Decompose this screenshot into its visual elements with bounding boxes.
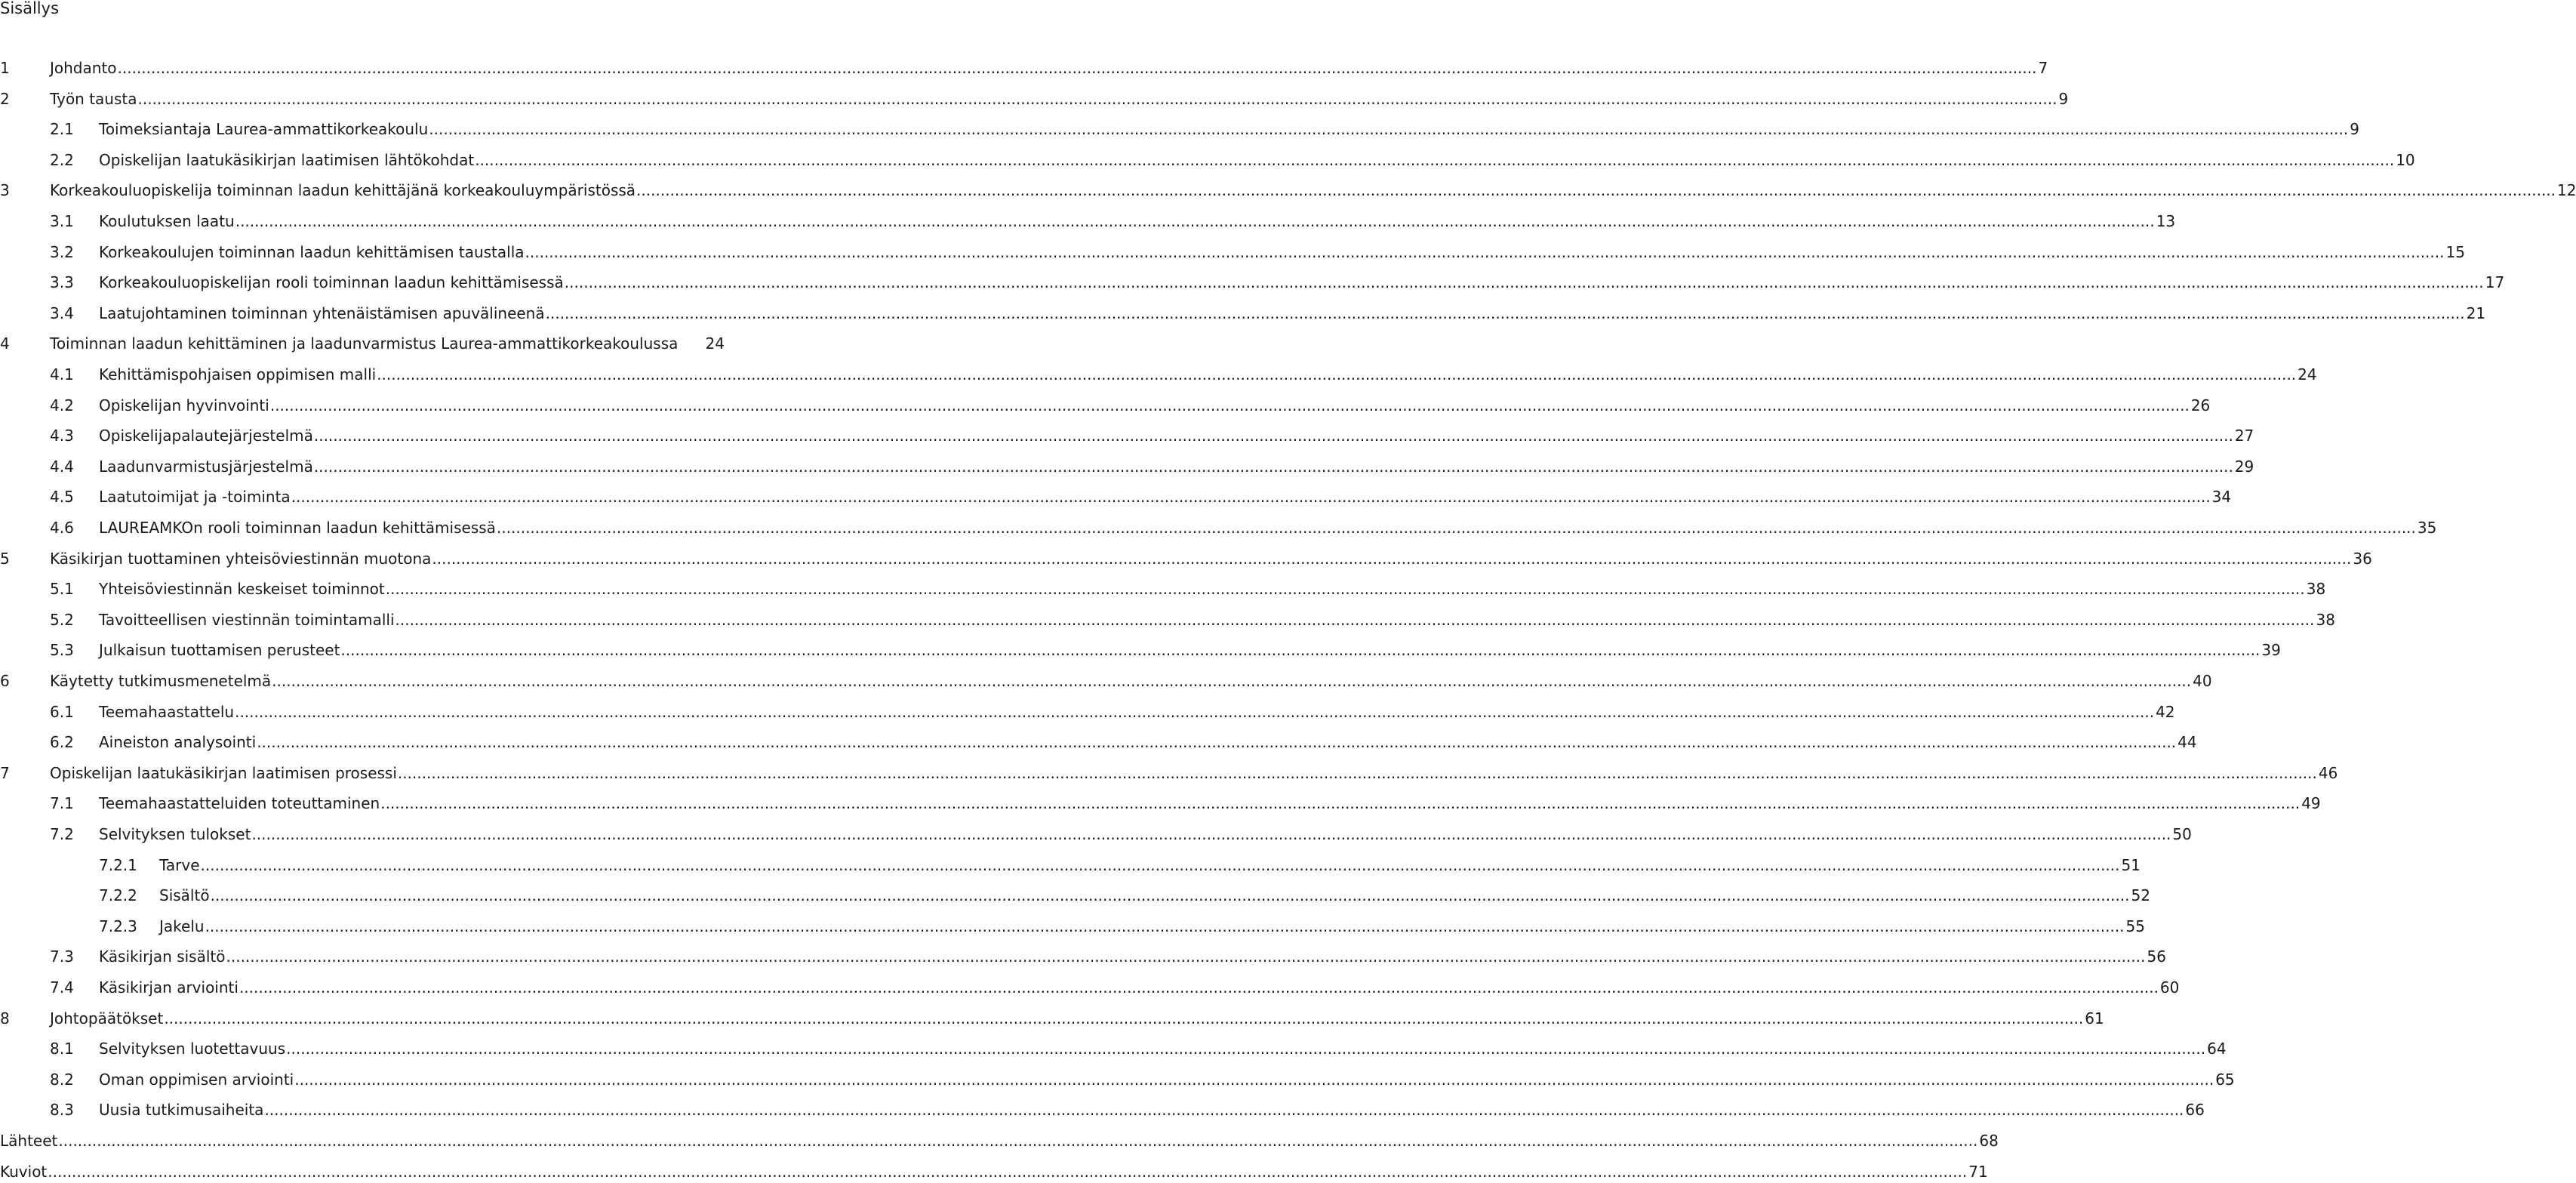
toc-entry-number: 6 xyxy=(0,672,10,690)
toc-entry-number: 7.2 xyxy=(50,825,74,843)
toc-entry-page: 29 xyxy=(2234,457,2254,476)
toc-entry-number: 7.2.1 xyxy=(99,856,137,874)
toc-entry[interactable] xyxy=(0,731,2197,753)
toc-entry-number: 8 xyxy=(0,1009,10,1027)
toc-entry-page: 64 xyxy=(2207,1040,2227,1058)
toc-entry-page: 36 xyxy=(2353,550,2372,568)
dot-leader: ................................................................................................................................................................................................................................................................................................................................................................................................................ xyxy=(48,1163,1968,1181)
dot-leader: ................................................................................................................................................................................................................................................................................................................................................................................................................ xyxy=(475,151,2395,169)
toc-entry[interactable] xyxy=(0,701,2175,723)
dot-leader xyxy=(678,332,703,355)
toc-entry-page: 60 xyxy=(2159,978,2180,997)
toc-entry-number: 7.1 xyxy=(50,794,74,812)
toc-entry[interactable] xyxy=(0,118,2359,140)
toc-entry-title: Aineiston analysointi xyxy=(99,733,257,751)
toc-entry-page: 46 xyxy=(2318,764,2338,782)
toc-entry[interactable] xyxy=(0,1007,2104,1030)
dot-leader: ................................................................................................................................................................................................................................................................................................................................................................................................................ xyxy=(380,794,2301,812)
toc-entry[interactable] xyxy=(0,670,2212,692)
toc-entry-number: 3 xyxy=(0,181,10,199)
toc-entry-number: 8.3 xyxy=(50,1101,74,1119)
toc-entry[interactable] xyxy=(0,88,2069,110)
toc-entry-number: 5 xyxy=(0,550,10,568)
toc-entry-page: 56 xyxy=(2147,947,2166,966)
toc-entry-title: Opiskelijapalautejärjestelmä xyxy=(99,427,313,445)
toc-entry[interactable] xyxy=(0,823,2192,846)
toc-entry-page: 61 xyxy=(2085,1009,2104,1027)
toc-entry[interactable] xyxy=(0,424,2254,447)
dot-leader: ................................................................................................................................................................................................................................................................................................................................................................................................................ xyxy=(269,396,2190,414)
toc-entry-title: Käsikirjan tuottaminen yhteisöviestinnän muotona xyxy=(50,550,432,568)
toc-entry-title: Johdanto xyxy=(50,59,117,77)
toc-entry-title: Toiminnan laadun kehittäminen ja laadunvarmistus Laurea-ammattikorkeakoulussa xyxy=(50,334,679,353)
toc-entry-title: Laatutoimijat ja -toiminta xyxy=(99,488,291,506)
toc-entry-page: 7 xyxy=(2038,59,2048,77)
dot-leader: ................................................................................................................................................................................................................................................................................................................................................................................................................ xyxy=(205,917,2125,935)
toc-entry-page: 27 xyxy=(2234,427,2254,445)
toc-entry-number: 2.2 xyxy=(50,151,74,169)
toc-entry-page: 39 xyxy=(2261,641,2281,659)
toc-entry-page: 66 xyxy=(2185,1101,2205,1119)
toc-entry-page: 44 xyxy=(2177,733,2197,751)
dot-leader: ................................................................................................................................................................................................................................................................................................................................................................................................................ xyxy=(395,611,2315,629)
toc-entry-title: Laatujohtaminen toiminnan yhtenäistämisen apuvälineenä xyxy=(99,304,545,322)
toc-entry-page: 9 xyxy=(2350,120,2359,138)
toc-entry-number: 2 xyxy=(0,90,10,108)
toc-entry-number: 4.1 xyxy=(50,365,74,384)
toc-entry-page: 50 xyxy=(2172,825,2192,843)
dot-leader: ................................................................................................................................................................................................................................................................................................................................................................................................................ xyxy=(239,978,2159,997)
toc-entry[interactable] xyxy=(0,516,2437,539)
toc-entry-page: 40 xyxy=(2193,672,2212,690)
dot-leader: ................................................................................................................................................................................................................................................................................................................................................................................................................ xyxy=(564,273,2484,291)
toc-entry-page: 24 xyxy=(2297,365,2317,384)
toc-entry-number: 3.2 xyxy=(50,243,74,261)
toc-entry[interactable] xyxy=(0,1160,1988,1183)
dot-leader: ................................................................................................................................................................................................................................................................................................................................................................................................................ xyxy=(385,580,2305,598)
toc-entry-title: Tarve xyxy=(159,856,200,874)
toc-entry-number: 4.3 xyxy=(50,427,74,445)
toc-entry-page: 49 xyxy=(2301,794,2321,812)
toc-entry-title: Teemahaastattelu xyxy=(99,703,235,721)
toc-entry-title: Kehittämispohjaisen oppimisen malli xyxy=(99,365,377,384)
toc-entry-title: Opiskelijan laatukäsikirjan laatimisen prosessi xyxy=(50,764,397,782)
toc-entry[interactable] xyxy=(0,547,2372,570)
toc-entry[interactable] xyxy=(0,945,2166,968)
toc-entry[interactable] xyxy=(0,1037,2227,1060)
dot-leader: ................................................................................................................................................................................................................................................................................................................................................................................................................ xyxy=(117,59,2037,77)
toc-entry-title: Lähteet xyxy=(0,1132,58,1150)
toc-entry[interactable] xyxy=(0,241,2465,263)
toc-entry-number: 4.6 xyxy=(50,519,74,537)
dot-leader: ................................................................................................................................................................................................................................................................................................................................................................................................................ xyxy=(432,550,2352,568)
toc-entry-title: Tavoitteellisen viestinnän toimintamalli xyxy=(99,611,395,629)
toc-entry-number: 8.1 xyxy=(50,1040,74,1058)
toc-entry-number: 4 xyxy=(0,334,10,353)
dot-leader: ................................................................................................................................................................................................................................................................................................................................................................................................................ xyxy=(200,856,2120,874)
toc-entry-title: Korkeakouluopiskelija toiminnan laadun kehittäjänä korkeakouluympäristössä xyxy=(50,181,636,199)
toc-entry-title: Uusia tutkimusaiheita xyxy=(99,1101,264,1119)
toc-entry-title: Jakelu xyxy=(159,917,205,935)
dot-leader: ................................................................................................................................................................................................................................................................................................................................................................................................................ xyxy=(286,1040,2206,1058)
dot-leader: ................................................................................................................................................................................................................................................................................................................................................................................................................ xyxy=(313,457,2233,476)
dot-leader: ................................................................................................................................................................................................................................................................................................................................................................................................................ xyxy=(525,243,2445,261)
dot-leader: ................................................................................................................................................................................................................................................................................................................................................................................................................ xyxy=(164,1009,2084,1027)
toc-entry[interactable] xyxy=(0,485,2232,508)
toc-entry[interactable] xyxy=(0,149,2415,171)
toc-entry-title: Koulutuksen laatu xyxy=(99,212,235,230)
dot-leader: ................................................................................................................................................................................................................................................................................................................................................................................................................ xyxy=(313,427,2233,445)
toc-entry-title: LAUREAMKOn rooli toiminnan laadun kehittämisessä xyxy=(99,519,496,537)
toc-entry-title: Käsikirjan sisältö xyxy=(99,947,226,966)
toc-entry-page: 52 xyxy=(2131,886,2150,904)
toc-entry-title: Selvityksen luotettavuus xyxy=(99,1040,286,1058)
toc-entry[interactable] xyxy=(0,915,2145,938)
dot-leader: ................................................................................................................................................................................................................................................................................................................................................................................................................ xyxy=(257,733,2177,751)
dot-leader: ................................................................................................................................................................................................................................................................................................................................................................................................................ xyxy=(137,90,2057,108)
toc-entry[interactable] xyxy=(0,455,2254,478)
toc-entry-page: 21 xyxy=(2466,304,2486,322)
toc-entry[interactable] xyxy=(0,762,2338,784)
toc-entry[interactable] xyxy=(0,854,2141,876)
toc-entry-number: 4.5 xyxy=(50,488,74,506)
toc-entry-number: 6.2 xyxy=(50,733,74,751)
dot-leader: ................................................................................................................................................................................................................................................................................................................................................................................................................ xyxy=(496,519,2416,537)
toc-entry-number: 7.3 xyxy=(50,947,74,966)
toc-entry[interactable] xyxy=(0,394,2211,417)
toc-heading: Sisällys xyxy=(0,0,60,17)
toc-entry-page: 17 xyxy=(2485,273,2505,291)
toc-entry-number: 3.4 xyxy=(50,304,74,322)
toc-entry[interactable] xyxy=(0,179,2576,202)
dot-leader: ................................................................................................................................................................................................................................................................................................................................................................................................................ xyxy=(210,886,2130,904)
toc-entry[interactable] xyxy=(0,332,725,355)
toc-entry-number: 4.4 xyxy=(50,457,74,476)
toc-entry-page: 35 xyxy=(2417,519,2437,537)
toc-entry-number: 3.1 xyxy=(50,212,74,230)
toc-entry-number: 5.1 xyxy=(50,580,74,598)
toc-entry[interactable] xyxy=(0,976,2180,999)
toc-entry-page: 55 xyxy=(2125,917,2145,935)
toc-entry-number: 2.1 xyxy=(50,120,74,138)
dot-leader: ................................................................................................................................................................................................................................................................................................................................................................................................................ xyxy=(235,212,2155,230)
dot-leader: ................................................................................................................................................................................................................................................................................................................................................................................................................ xyxy=(251,825,2171,843)
toc-entry-page: 24 xyxy=(705,334,725,353)
dot-leader: ................................................................................................................................................................................................................................................................................................................................................................................................................ xyxy=(58,1132,1978,1150)
toc-entry-number: 5.3 xyxy=(50,641,74,659)
toc-entry[interactable] xyxy=(0,578,2326,600)
toc-entry-number: 6.1 xyxy=(50,703,74,721)
toc-entry-page: 51 xyxy=(2121,856,2141,874)
toc-entry-number: 8.2 xyxy=(50,1071,74,1089)
toc-entry-number: 7.4 xyxy=(50,978,74,997)
toc-entry-title: Käytetty tutkimusmenetelmä xyxy=(50,672,272,690)
dot-leader: ................................................................................................................................................................................................................................................................................................................................................................................................................ xyxy=(397,764,2317,782)
toc-entry-page: 42 xyxy=(2156,703,2175,721)
toc-entry-title: Kuviot xyxy=(0,1163,48,1181)
dot-leader: ................................................................................................................................................................................................................................................................................................................................................................................................................ xyxy=(264,1101,2184,1119)
toc-entry[interactable] xyxy=(0,363,2317,386)
toc-entry-title: Korkeakouluopiskelijan rooli toiminnan laadun kehittämisessä xyxy=(99,273,564,291)
toc-entry[interactable] xyxy=(0,57,2048,79)
dot-leader: ................................................................................................................................................................................................................................................................................................................................................................................................................ xyxy=(377,365,2297,384)
dot-leader: ................................................................................................................................................................................................................................................................................................................................................................................................................ xyxy=(291,488,2211,506)
toc-entry[interactable] xyxy=(0,1098,2205,1121)
toc-entry-page: 38 xyxy=(2306,580,2326,598)
toc-entry-page: 68 xyxy=(1979,1132,1999,1150)
toc-entry-page: 12 xyxy=(2557,181,2576,199)
toc-entry-title: Johtopäätökset xyxy=(50,1009,164,1027)
toc-entry[interactable] xyxy=(0,608,2335,631)
toc-entry[interactable] xyxy=(0,302,2486,325)
dot-leader: ................................................................................................................................................................................................................................................................................................................................................................................................................ xyxy=(226,947,2146,966)
toc-entry-title: Laadunvarmistusjärjestelmä xyxy=(99,457,313,476)
dot-leader: ................................................................................................................................................................................................................................................................................................................................................................................................................ xyxy=(272,672,2192,690)
toc-entry-page: 10 xyxy=(2396,151,2415,169)
toc-entry-title: Työn tausta xyxy=(50,90,137,108)
toc-entry-number: 3.3 xyxy=(50,273,74,291)
toc-entry[interactable] xyxy=(0,639,2281,661)
toc-entry-page: 26 xyxy=(2190,396,2211,414)
toc-entry[interactable] xyxy=(0,271,2505,294)
toc-entry-page: 15 xyxy=(2445,243,2465,261)
dot-leader: ................................................................................................................................................................................................................................................................................................................................................................................................................ xyxy=(235,703,2155,721)
toc-entry[interactable] xyxy=(0,1129,1999,1152)
toc-entry-page: 38 xyxy=(2316,611,2335,629)
toc-entry[interactable] xyxy=(0,792,2321,815)
toc-entry-title: Korkeakoulujen toiminnan laadun kehittämisen taustalla xyxy=(99,243,525,261)
toc-entry-title: Julkaisun tuottamisen perusteet xyxy=(99,641,340,659)
dot-leader: ................................................................................................................................................................................................................................................................................................................................................................................................................ xyxy=(340,641,2261,659)
toc-entry-title: Selvityksen tulokset xyxy=(99,825,251,843)
toc-entry-page: 34 xyxy=(2211,488,2232,506)
toc-entry-number: 5.2 xyxy=(50,611,74,629)
toc-entry-number: 7.2.2 xyxy=(99,886,137,904)
toc-entry[interactable] xyxy=(0,210,2176,233)
toc-entry-title: Yhteisöviestinnän keskeiset toiminnot xyxy=(99,580,385,598)
toc-entry[interactable] xyxy=(0,884,2150,907)
toc-entry-page: 65 xyxy=(2215,1071,2235,1089)
toc-entry-number: 1 xyxy=(0,59,10,77)
dot-leader: ................................................................................................................................................................................................................................................................................................................................................................................................................ xyxy=(429,120,2349,138)
dot-leader: ................................................................................................................................................................................................................................................................................................................................................................................................................ xyxy=(636,181,2556,199)
toc-entry-number: 4.2 xyxy=(50,396,74,414)
toc-entry-page: 9 xyxy=(2058,90,2069,108)
toc-entry-title: Sisältö xyxy=(159,886,210,904)
toc-entry-title: Oman oppimisen arviointi xyxy=(99,1071,294,1089)
dot-leader: ................................................................................................................................................................................................................................................................................................................................................................................................................ xyxy=(294,1071,2214,1089)
toc-entry-title: Teemahaastatteluiden toteuttaminen xyxy=(99,794,380,812)
toc-entry-number: 7 xyxy=(0,764,10,782)
toc-entry-page: 71 xyxy=(1968,1163,1988,1181)
toc-entry-title: Opiskelijan hyvinvointi xyxy=(99,396,269,414)
toc-entry-title: Toimeksiantaja Laurea-ammattikorkeakoulu xyxy=(99,120,429,138)
toc-entry-number: 7.2.3 xyxy=(99,917,137,935)
dot-leader: ................................................................................................................................................................................................................................................................................................................................................................................................................ xyxy=(545,304,2465,322)
toc-entry-title: Käsikirjan arviointi xyxy=(99,978,239,997)
toc-entry[interactable] xyxy=(0,1068,2235,1091)
toc-entry-page: 13 xyxy=(2156,212,2176,230)
toc-entry-title: Opiskelijan laatukäsikirjan laatimisen lähtökohdat xyxy=(99,151,475,169)
